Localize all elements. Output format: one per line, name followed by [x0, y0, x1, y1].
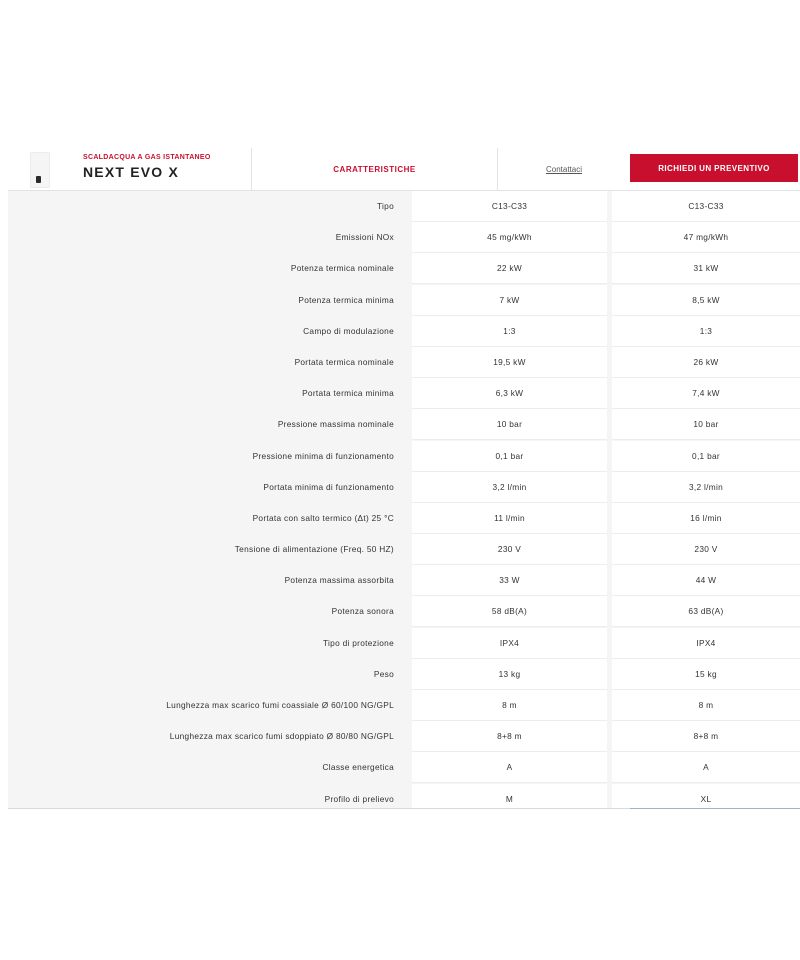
spec-label: Classe energetica — [322, 762, 394, 773]
spec-value-model-2: 3,2 l/min — [612, 472, 800, 503]
spec-value-model-1: 11 l/min — [412, 503, 607, 534]
spec-value-model-2: 44 W — [612, 565, 800, 596]
spec-row — [8, 253, 800, 284]
product-name: NEXT EVO X — [83, 164, 180, 180]
spec-value-model-2: 8,5 kW — [612, 285, 800, 316]
spec-label: Potenza sonora — [331, 606, 394, 617]
spec-label: Portata minima di funzionamento — [263, 481, 394, 492]
scroll-indicator — [630, 808, 800, 809]
spec-row — [8, 503, 800, 534]
spec-value-model-2: XL — [612, 784, 800, 808]
spec-value-model-2: IPX4 — [612, 628, 800, 659]
spec-value-model-1: 58 dB(A) — [412, 596, 607, 627]
spec-value-model-2: 1:3 — [612, 316, 800, 347]
spec-row — [8, 285, 800, 316]
spec-value-model-2: 8 m — [612, 690, 800, 721]
spec-value-model-2: 16 l/min — [612, 503, 800, 534]
spec-row — [8, 378, 800, 409]
spec-row — [8, 441, 800, 472]
spec-label: Pressione minima di funzionamento — [252, 450, 394, 461]
spec-value-model-2: 10 bar — [612, 409, 800, 440]
spec-row — [8, 721, 800, 752]
spec-row — [8, 316, 800, 347]
spec-value-model-2: 15 kg — [612, 659, 800, 690]
spec-label: Tipo — [376, 201, 394, 211]
spec-row — [8, 659, 800, 690]
spec-value-model-2: 31 kW — [612, 253, 800, 284]
spec-label: Emissioni NOx — [335, 232, 394, 243]
spec-label: Campo di modulazione — [303, 325, 394, 336]
spec-value-model-1: 0,1 bar — [412, 441, 607, 472]
spec-row — [8, 347, 800, 378]
spec-value-model-2: 230 V — [612, 534, 800, 565]
spec-value-model-1: M — [412, 784, 607, 808]
spec-row — [8, 565, 800, 596]
spec-row — [8, 472, 800, 503]
tab-caratteristiche[interactable]: CARATTERISTICHE — [333, 164, 416, 174]
spec-value-model-1: 1:3 — [412, 316, 607, 347]
spec-label: Portata termica minima — [302, 388, 394, 399]
spec-value-model-1: 45 mg/kWh — [412, 222, 607, 253]
spec-value-model-2: 7,4 kW — [612, 378, 800, 409]
spec-value-model-2: 63 dB(A) — [612, 596, 800, 627]
spec-row — [8, 690, 800, 721]
spec-row — [8, 784, 800, 808]
specs-table — [8, 191, 800, 808]
spec-value-model-2: 47 mg/kWh — [612, 222, 800, 253]
spec-value-model-1: A — [412, 752, 607, 783]
spec-label: Portata con salto termico (Δt) 25 °C — [252, 512, 394, 523]
product-category: SCALDACQUA A GAS ISTANTANEO — [83, 154, 211, 161]
spec-value-model-1: 8+8 m — [412, 721, 607, 752]
spec-value-model-1: 7 kW — [412, 285, 607, 316]
spec-value-model-2: 8+8 m — [612, 721, 800, 752]
spec-label: Peso — [373, 668, 394, 679]
request-quote-button[interactable]: RICHIEDI UN PREVENTIVO — [630, 154, 798, 182]
spec-value-model-1: 10 bar — [412, 409, 607, 440]
spec-value-model-1: 22 kW — [412, 253, 607, 284]
spec-label: Potenza massima assorbita — [284, 575, 394, 586]
contact-link[interactable]: Contattaci — [545, 164, 583, 174]
spec-label: Lunghezza max scarico fumi coassiale Ø 60/100 NG/GPL — [166, 700, 394, 710]
spec-row — [8, 596, 800, 627]
spec-label: Pressione massima nominale — [277, 419, 394, 430]
spec-row — [8, 534, 800, 565]
spec-label: Tipo di protezione — [322, 637, 394, 648]
spec-value-model-1: 3,2 l/min — [412, 472, 607, 503]
product-thumbnail — [30, 152, 50, 188]
product-display-icon — [36, 176, 41, 183]
spec-value-model-1: 13 kg — [412, 659, 607, 690]
spec-value-model-1: 8 m — [412, 690, 607, 721]
spec-value-model-2: 26 kW — [612, 347, 800, 378]
spec-label: Portata termica nominale — [294, 356, 394, 367]
spec-row — [8, 628, 800, 659]
spec-row — [8, 409, 800, 440]
spec-row — [8, 191, 800, 222]
spec-label: Potenza termica nominale — [290, 263, 394, 274]
spec-value-model-1: IPX4 — [412, 628, 607, 659]
spec-label: Potenza termica minima — [298, 294, 394, 305]
product-sticky-header — [8, 148, 800, 191]
spec-value-model-2: C13-C33 — [612, 191, 800, 222]
spec-row — [8, 752, 800, 783]
spec-value-model-1: C13-C33 — [412, 191, 607, 222]
spec-value-model-2: 0,1 bar — [612, 441, 800, 472]
spec-value-model-1: 6,3 kW — [412, 378, 607, 409]
spec-value-model-1: 33 W — [412, 565, 607, 596]
spec-value-model-1: 230 V — [412, 534, 607, 565]
spec-value-model-2: A — [612, 752, 800, 783]
spec-value-model-1: 19,5 kW — [412, 347, 607, 378]
spec-row — [8, 222, 800, 253]
spec-label: Lunghezza max scarico fumi sdoppiato Ø 80/80 NG/GPL — [169, 731, 394, 742]
spec-label: Tensione di alimentazione (Freq. 50 HZ) — [234, 544, 394, 555]
spec-label: Profilo di prelievo — [324, 793, 394, 804]
